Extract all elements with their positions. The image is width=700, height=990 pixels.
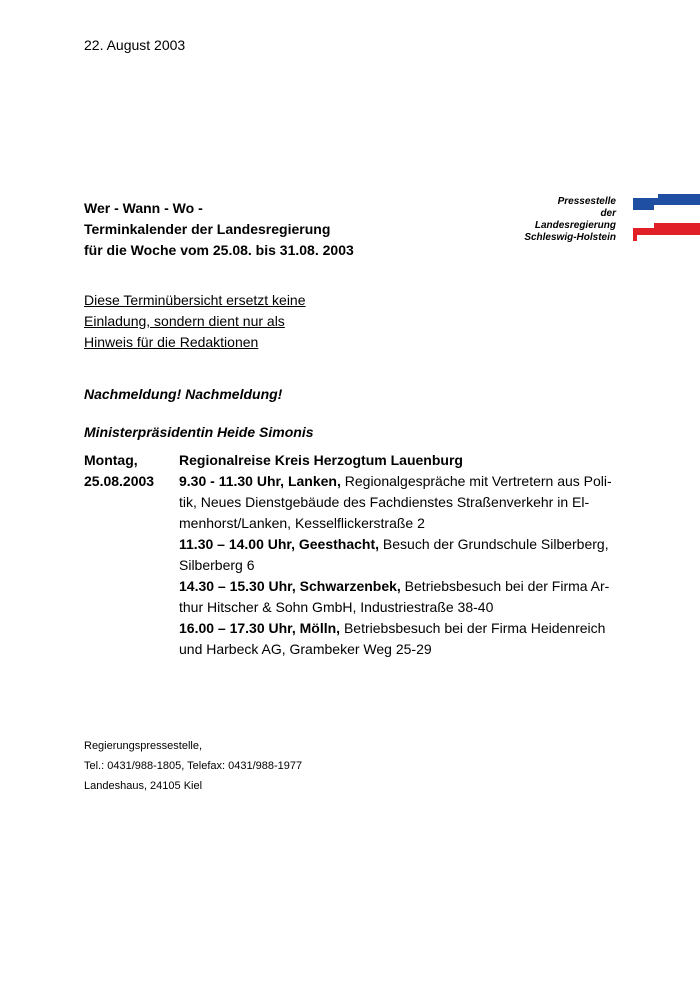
- state-flag-logo-icon: [633, 193, 700, 243]
- press-office-line: Schleswig-Holstein: [524, 232, 616, 243]
- event-time-place: 16.00 – 17.30 Uhr, Mölln,: [179, 620, 341, 636]
- event-time-place: 9.30 - 11.30 Uhr, Lanken,: [179, 473, 341, 489]
- event-description: Betriebsbesuch bei der Firma Heidenreich und Harbeck AG, Grambeker Weg 25-29: [179, 620, 606, 657]
- schedule-event: [179, 618, 619, 660]
- event-time-place: 11.30 – 14.00 Uhr, Geesthacht,: [179, 536, 380, 552]
- event-time-place: 14.30 – 15.30 Uhr, Schwarzenbek,: [179, 578, 401, 594]
- schedule-event: [179, 471, 619, 534]
- title-line: Terminkalender der Landesregierung: [84, 221, 331, 237]
- contact-footer: [84, 736, 302, 796]
- schedule-date: 25.08.2003: [84, 473, 155, 489]
- schedule-event: [179, 534, 619, 576]
- notice-line: Einladung, sondern dient nur als: [84, 313, 285, 329]
- press-office-line: Pressestelle: [557, 196, 616, 207]
- footer-line: Landeshaus, 24105 Kiel: [84, 780, 203, 792]
- notice-line: Hinweis für die Redaktionen: [84, 334, 259, 350]
- press-office-label: [456, 196, 616, 244]
- event-description: Betriebsbesuch bei der Firma Ar-thur Hitscher & Sohn GmbH, Industriestraße 38-40: [179, 578, 610, 615]
- editorial-notice: [84, 290, 306, 353]
- schedule-day: [84, 450, 154, 492]
- event-description: Besuch der Grundschule Silberberg, Silberberg 6: [179, 536, 609, 573]
- footer-line: Regierungspressestelle,: [84, 740, 203, 752]
- schedule-event: [179, 576, 619, 618]
- press-office-line: Landesregierung: [534, 220, 616, 231]
- title-line: Wer - Wann - Wo -: [84, 200, 203, 216]
- footer-line: Tel.: 0431/988-1805, Telefax: 0431/988-1977: [84, 760, 303, 772]
- event-description: Regionalgespräche mit Vertretern aus Poli-tik, Neues Dienstgebäude des Fachdienstes Straßenverkehr in El-menhorst/Lanken, Kesselflickerstraße 2: [179, 473, 612, 531]
- document-date: 22. August 2003: [84, 37, 186, 53]
- schedule-weekday: Montag,: [84, 452, 138, 468]
- late-announcement-heading: Nachmeldung! Nachmeldung!: [84, 386, 283, 402]
- title-line: für die Woche vom 25.08. bis 31.08. 2003: [84, 242, 354, 258]
- schedule-events: [179, 450, 619, 660]
- press-office-line: der: [600, 208, 616, 219]
- minister-heading: Ministerpräsidentin Heide Simonis: [84, 424, 314, 440]
- document-title: [84, 198, 354, 261]
- notice-line: Diese Terminübersicht ersetzt keine: [84, 292, 306, 308]
- trip-title: Regionalreise Kreis Herzogtum Lauenburg: [179, 452, 463, 468]
